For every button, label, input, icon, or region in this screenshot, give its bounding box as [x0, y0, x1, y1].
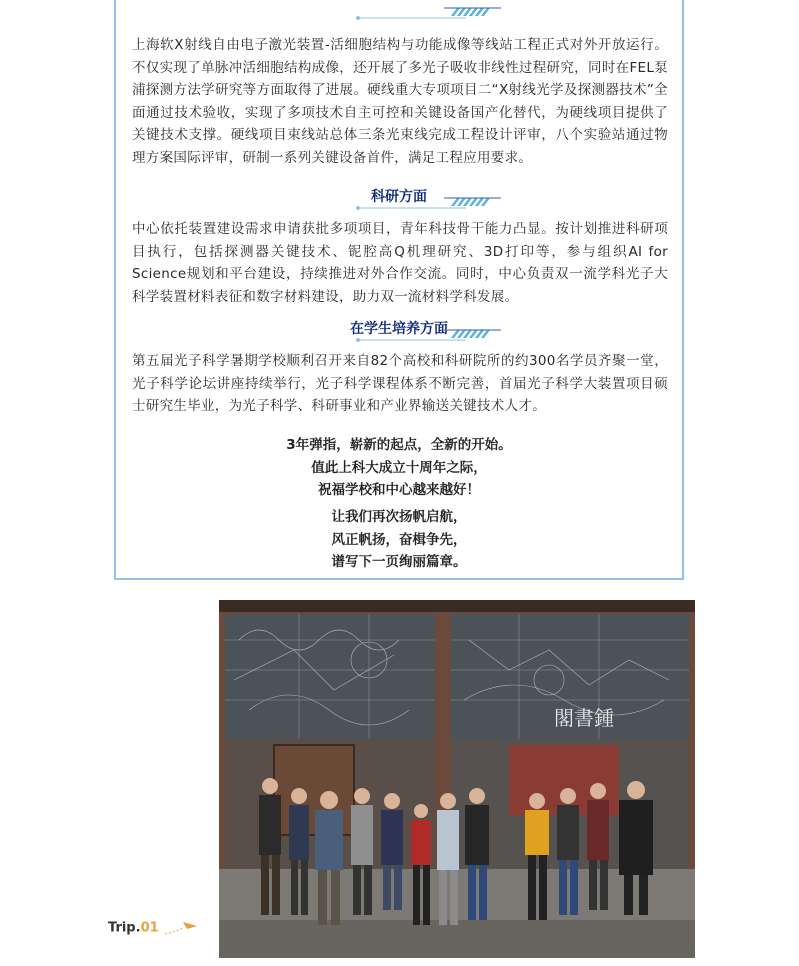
trip-prefix: Trip.	[108, 920, 141, 936]
students-paragraph: 第五届光子科学暑期学校顺利召开来自82个高校和科研院所的约300名学员齐聚一堂，光子科学论坛讲座持续举行，光子科学课程体系不断完善，首届光子科学大装置项目硕士研究生毕业，为光子科学、科研事业和产业界输送关键技术人才。	[132, 353, 668, 414]
intro-paragraph: 上海软X射线自由电子激光装置-活细胞结构与功能成像等线站工程正式对外开放运行。不仅实现了单脉冲活细胞结构成像，还开展了多光子吸收非线性过程研究，同时在FEL泵浦探测方法学研究等方面取得了进展。硬线重大专项项目二“X射线光学及探测器技术”全面通过技术验收，实现了多项技术自主可控和关键设备国产化替代，为硬线项目提供了关键技术支撑。硬线项目束线站总体三条光束线完成工程设计评审，八个实验站通过物理方案国际评审，研制一系列关键设备首件，满足工程应用要求。	[132, 37, 668, 166]
heading-decoration	[356, 6, 506, 20]
students-heading: 在学生培养方面	[350, 321, 448, 337]
research-paragraph: 中心依托装置建设需求申请获批多项项目，青年科技骨干能力凸显。按计划推进科研项目执行，包括探测器关键技术、铌腔高Q机理研究、3D打印等，参与组织AI for Science规划和平台建设，持续推进对外合作交流。同时，中心负责双一流学科光子大科学装置材料表征和数字材料建设，助力双一流材料学科发展。	[132, 221, 668, 305]
closing-line: 谱写下一页绚丽篇章。	[331, 554, 467, 570]
trip-label	[108, 920, 203, 936]
heading-decoration	[356, 328, 506, 342]
heading-decoration	[356, 196, 506, 210]
closing-line: 让我们再次扬帆启航，	[331, 509, 467, 525]
closing-line: 值此上科大成立十周年之际，	[311, 459, 487, 476]
paper-plane-icon	[163, 920, 203, 936]
content-panel	[114, 0, 684, 580]
closing-line: 风正帆扬，奋楫争先，	[331, 531, 467, 548]
closing-motto	[116, 506, 682, 574]
closing-line: 3年弹指，崭新的起点，全新的开始。	[286, 437, 512, 453]
closing-wishes	[116, 434, 682, 502]
trip-number: 01	[140, 920, 159, 936]
group-photo-illustration	[219, 600, 695, 958]
building-sign: 閣書鍾	[554, 706, 614, 730]
closing-line: 祝福学校和中心越来越好！	[318, 482, 480, 498]
research-heading: 科研方面	[371, 189, 427, 205]
group-photo	[219, 600, 695, 958]
